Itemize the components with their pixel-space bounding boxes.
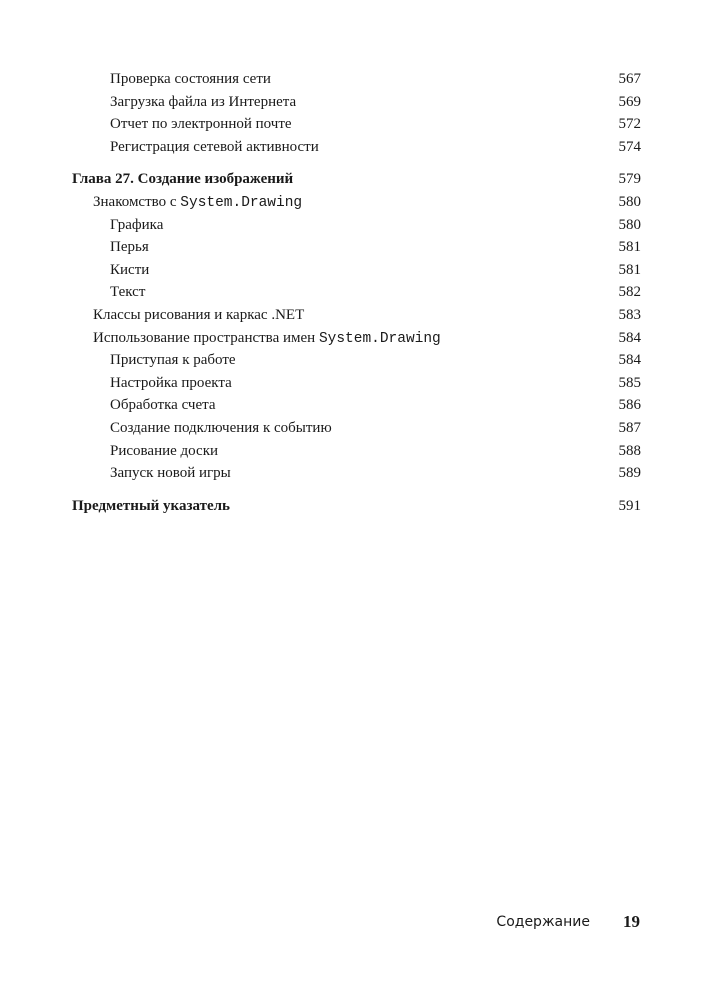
toc-entry-page: 586 — [618, 397, 641, 414]
toc-entry-code: System.Drawing — [318, 330, 441, 347]
toc-entry[interactable] — [72, 372, 644, 395]
toc-entry-page: 580 — [618, 216, 641, 233]
toc-entry-title: Перья — [110, 239, 149, 256]
toc-entry-title: Текст — [110, 284, 146, 301]
toc-entry-title: Графика — [110, 216, 164, 233]
table-of-contents — [72, 68, 644, 517]
toc-entry-page: 588 — [618, 442, 641, 459]
toc-entry[interactable] — [72, 349, 644, 372]
toc-entry-page: 572 — [618, 116, 641, 133]
toc-entry-title: Рисование доски — [110, 442, 219, 459]
page-footer — [0, 912, 714, 936]
toc-entry[interactable] — [72, 236, 644, 259]
toc-index-title: Предметный указатель — [72, 497, 230, 514]
toc-entry[interactable] — [72, 304, 644, 327]
toc-entry-page: 580 — [618, 193, 641, 210]
toc-entry-title: Загрузка файла из Интернета — [110, 93, 297, 110]
toc-entry[interactable] — [72, 462, 644, 485]
toc-entry[interactable] — [72, 281, 644, 304]
toc-entry[interactable] — [72, 136, 644, 159]
toc-entry-title: Отчет по электронной почте — [110, 116, 292, 133]
toc-entry-title — [72, 191, 644, 215]
toc-entry-page: 589 — [618, 465, 641, 482]
toc-index-entry[interactable] — [72, 495, 644, 518]
toc-entry-title-text: Знакомство с — [93, 193, 181, 210]
toc-entry-page: 584 — [618, 352, 641, 369]
toc-entry[interactable] — [72, 113, 644, 136]
toc-entry-title — [72, 327, 644, 351]
toc-entry-title: Обработка счета — [110, 397, 216, 414]
toc-entry-page: 585 — [618, 374, 641, 391]
toc-entry[interactable] — [72, 91, 644, 114]
toc-entry[interactable] — [72, 214, 644, 237]
page-number: 19 — [623, 912, 640, 931]
toc-entry-title: Классы рисования и каркас .NET — [93, 306, 305, 323]
toc-entry-page: 587 — [618, 419, 641, 436]
toc-entry[interactable] — [72, 68, 644, 91]
toc-entry[interactable] — [72, 440, 644, 463]
toc-entry[interactable] — [72, 259, 644, 282]
toc-entry-title: Приступая к работе — [110, 352, 236, 369]
toc-entry[interactable] — [72, 191, 644, 214]
toc-entry-title: Регистрация сетевой активности — [110, 138, 319, 155]
toc-entry[interactable] — [72, 394, 644, 417]
toc-entry-title: Создание подключения к событию — [110, 419, 332, 436]
toc-chapter-entry[interactable] — [72, 168, 644, 191]
toc-entry-page: 582 — [618, 284, 641, 301]
toc-entry-page: 583 — [618, 306, 641, 323]
toc-entry-page: 574 — [618, 138, 641, 155]
toc-entry-page: 569 — [618, 93, 641, 110]
toc-entry-page: 591 — [618, 497, 641, 514]
toc-entry-title-text: Использование пространства имен — [93, 329, 319, 346]
toc-entry-title: Проверка состояния сети — [110, 71, 271, 87]
toc-entry-page: 579 — [618, 171, 641, 188]
toc-entry-page: 581 — [618, 239, 641, 256]
toc-entry-title: Кисти — [110, 261, 150, 278]
toc-entry-page: 581 — [618, 261, 641, 278]
toc-entry-code: System.Drawing — [180, 194, 303, 211]
toc-entry[interactable] — [72, 417, 644, 440]
toc-entry-page: 584 — [618, 329, 641, 346]
toc-entry-title: Запуск новой игры — [110, 465, 231, 482]
running-footer-section: Содержание — [496, 914, 590, 930]
toc-chapter-title: Глава 27. Создание изображений — [72, 171, 294, 188]
toc-entry-page: 567 — [618, 71, 641, 87]
toc-entry[interactable] — [72, 327, 644, 350]
toc-entry-title: Настройка проекта — [110, 374, 232, 391]
